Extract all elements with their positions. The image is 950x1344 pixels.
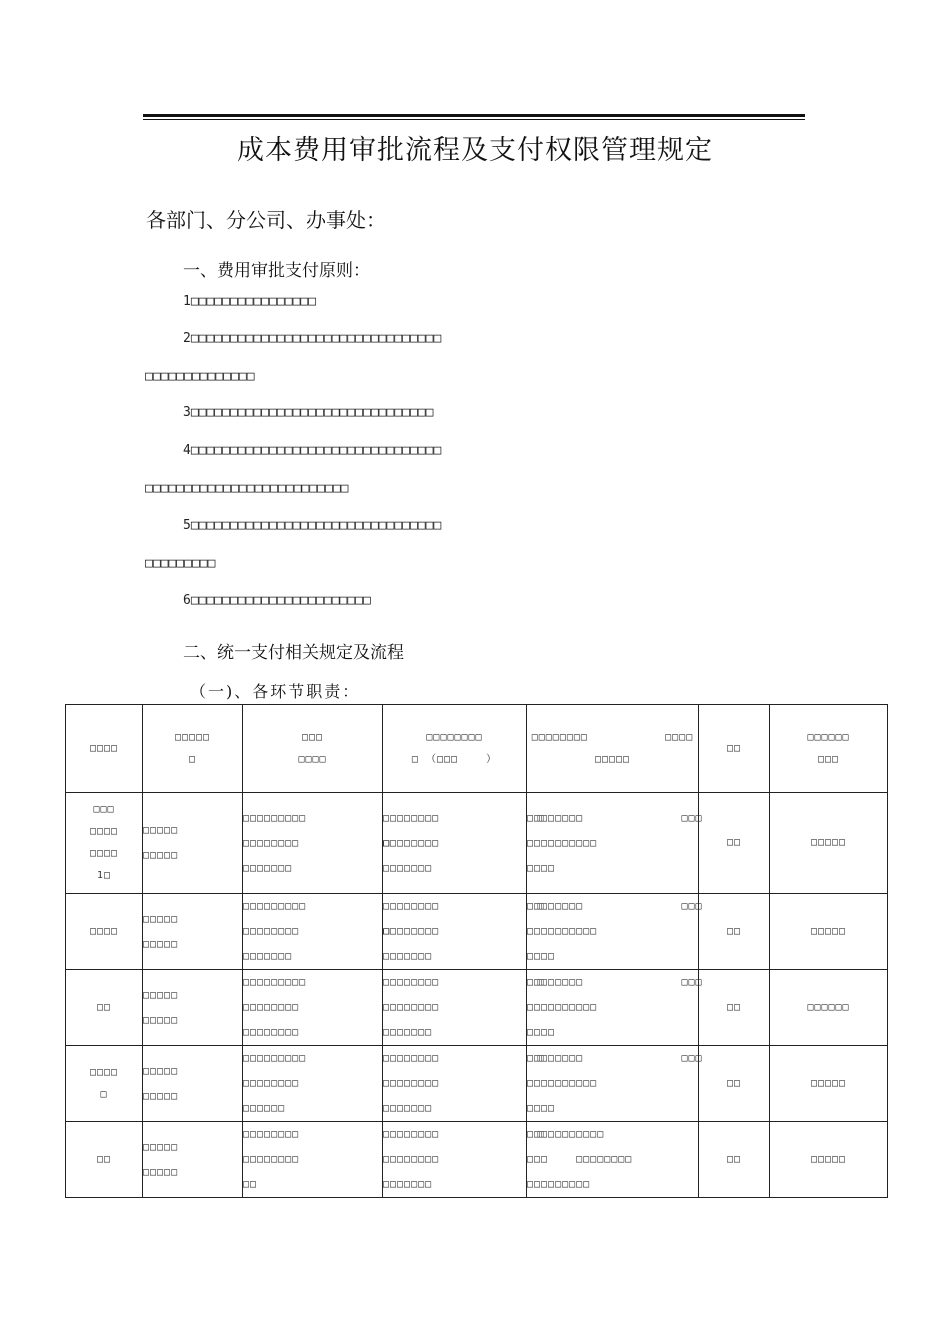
table-cell: □□□□□□□□ □□□ □□□□□□□□□□ □□□□ <box>527 793 699 894</box>
header-cell: □□□□□□ □□□ <box>770 705 888 793</box>
table-cell: □□ <box>66 970 143 1046</box>
table-cell: □□□□ <box>66 894 143 970</box>
principle-item-3: 3□□□□□□□□□□□□□□□□□□□□□□□□□□□□□□□ <box>183 405 434 420</box>
table-cell: □□ <box>699 793 770 894</box>
principle-item-5-continued: □□□□□□□□□ <box>145 556 216 571</box>
table-cell: □□□□□□□□□□□ □□□ □□□□□□□□ □□□□□□□□□ <box>527 1122 699 1198</box>
header-cell: □□□□□□□□ □ （□□□ ） <box>383 705 527 793</box>
table-cell: □□□□□ □□□□□ <box>143 793 243 894</box>
table-cell: □□ <box>66 1122 143 1198</box>
table-cell: □□ <box>699 1046 770 1122</box>
table-cell: □□□□□□ <box>770 970 888 1046</box>
header-cell: □□□ □□□□ <box>243 705 383 793</box>
table-cell: □□□□ □ <box>66 1046 143 1122</box>
table-cell: □□□□□□□□□ □□□□□□□□ □ □□□□□□□ <box>243 894 383 970</box>
principle-item-6: 6□□□□□□□□□□□□□□□□□□□□□□□ <box>183 593 371 608</box>
table-cell: □□□□□□□□ □ □□□□□□□□ □□□□□□□ <box>383 1122 527 1198</box>
header-rule-thin <box>143 119 805 120</box>
header-cell: □□□□ <box>66 705 143 793</box>
principle-item-2-continued: □□□□□□□□□□□□□□ <box>145 369 255 384</box>
table-row <box>66 1046 888 1122</box>
duties-table <box>65 704 888 1198</box>
table-cell: □□□□□ <box>770 793 888 894</box>
table-cell: □□□□□□□□ □□□ □□□□□□□□□□ □□□□ <box>527 1046 699 1122</box>
table-cell: □□□□□□□□ □□□ □□□□□□□□□□ □□□□ <box>527 894 699 970</box>
table-cell: □□□□□□□□□ □□□□□□□□ □ □□□□□□□ <box>243 793 383 894</box>
table-cell: □□□□□□□□ □ □□□□□□□□ □□□□□□□ <box>383 1046 527 1122</box>
table-cell: □□□□□□□□ □ □□□□□□□□ □□□□□□□ <box>383 793 527 894</box>
table-cell: □□□□□ □□□□□ <box>143 894 243 970</box>
principle-item-2: 2□□□□□□□□□□□□□□□□□□□□□□□□□□□□□□□□ <box>183 331 442 346</box>
table-cell: □□□ □□□□ □□□□ 1□ <box>66 793 143 894</box>
principle-item-1: 1□□□□□□□□□□□□□□□□ <box>183 294 317 309</box>
table-cell: □□□□□ □□□□□ <box>143 970 243 1046</box>
table-cell: □□ <box>699 894 770 970</box>
table-row <box>66 894 888 970</box>
table-cell: □□□□□□□□ □□□ □□□□□□□□□□ □□□□ <box>527 970 699 1046</box>
table-cell: □□□□□□□□□ □□□□□□□□ □□□□□□ <box>243 1046 383 1122</box>
table-row <box>66 793 888 894</box>
header-cell: □□□□□ □ <box>143 705 243 793</box>
table-cell: □□□□□ <box>770 894 888 970</box>
table-row <box>66 1122 888 1198</box>
document-title: 成本费用审批流程及支付权限管理规定 <box>237 135 713 166</box>
header-rule-thick <box>143 114 805 117</box>
table-cell: □□□□□□□□ □□□□□□□□ □□ <box>243 1122 383 1198</box>
header-cell: □□ <box>699 705 770 793</box>
section-heading-payment: 二、统一支付相关规定及流程 <box>183 643 404 663</box>
table-cell: □□□□□□□□ □ □□□□□□□□ □□□□□□□ <box>383 970 527 1046</box>
table-cell: □□ <box>699 1122 770 1198</box>
table-row <box>66 970 888 1046</box>
section-heading-principles: 一、费用审批支付原则： <box>183 261 370 281</box>
principle-item-4-continued: □□□□□□□□□□□□□□□□□□□□□□□□□□ <box>145 481 349 496</box>
table-cell: □□□□□ <box>770 1046 888 1122</box>
table-cell: □□□□□□□□□ □□□□□□□□ □□□□□□□□ <box>243 970 383 1046</box>
header-cell: □□□□□□□□ □□□□ □□□□□ <box>527 705 699 793</box>
table-cell: □□□□□ <box>770 1122 888 1198</box>
addressee-line: 各部门、分公司、办事处： <box>146 208 386 232</box>
table-cell: □□ <box>699 970 770 1046</box>
table-cell: □□□□□ □□□□□ <box>143 1046 243 1122</box>
principle-item-4: 4□□□□□□□□□□□□□□□□□□□□□□□□□□□□□□□□ <box>183 443 442 458</box>
table-header-row <box>66 705 888 793</box>
subsection-heading-duties: （一)、各环节职责： <box>190 682 361 701</box>
table-cell: □□□□□□□□ □ □□□□□□□□ □□□□□□□ <box>383 894 527 970</box>
table-cell: □□□□□ □□□□□ <box>143 1122 243 1198</box>
principle-item-5: 5□□□□□□□□□□□□□□□□□□□□□□□□□□□□□□□□ <box>183 518 442 533</box>
